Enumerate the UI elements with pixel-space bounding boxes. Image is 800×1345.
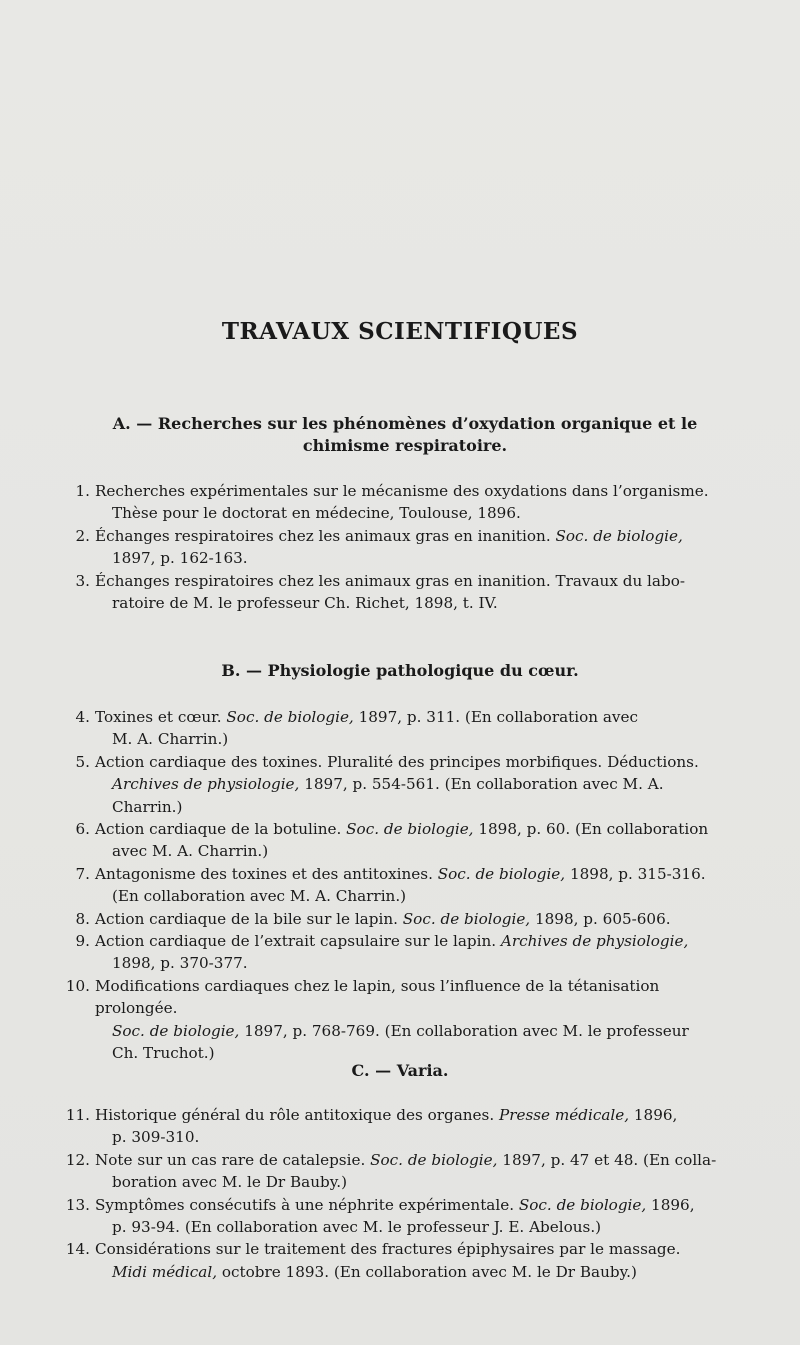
item-text: 1898, p. 315-316. (565, 864, 706, 883)
item-number: 8. (75, 909, 90, 928)
item-line: 1898, p. 370-377. (112, 954, 248, 973)
list-item (62, 1104, 734, 1149)
journal-name: Midi médical, (112, 1262, 218, 1281)
section-c-list (62, 1104, 734, 1283)
item-text: Action cardiaque de la bile sur le lapin. (95, 909, 403, 928)
item-number: 9. (75, 932, 90, 951)
list-item (62, 480, 734, 525)
item-number: 7. (75, 864, 90, 883)
item-line: Ch. Truchot.) (112, 1044, 215, 1063)
item-number: 12. (65, 1150, 90, 1169)
list-item (62, 525, 734, 570)
section-a-heading-line2: chimisme respiratoire. (302, 436, 508, 455)
journal-name: Archives de physiologie, (112, 775, 300, 794)
section-b-heading: B. — Physiologie pathologique du cœur. (221, 661, 579, 680)
journal-name: Presse médicale, (498, 1106, 630, 1124)
journal-name: Soc. de biologie, (226, 708, 354, 726)
journal-name: Soc. de biologie, (518, 1195, 647, 1214)
item-text: Toxines et cœur. (95, 708, 227, 726)
item-line: Action cardiaque des toxines. Pluralité des principes morbifiques. Déductions. (95, 752, 699, 771)
item-line: avec M. A. Charrin.) (112, 842, 269, 861)
item-text: Symptômes consécutifs à une néphrite expérimentale. (95, 1195, 519, 1214)
item-text: Antagonisme des toxines et des antitoxines. (95, 864, 438, 883)
journal-name: Soc. de biologie, (370, 1150, 498, 1169)
item-number: 6. (75, 820, 90, 839)
section-a-list (62, 480, 734, 614)
list-item (62, 706, 734, 751)
item-text: 1896, (646, 1195, 695, 1214)
item-line: boration avec M. le Dr Bauby.) (112, 1173, 348, 1192)
section-a-heading (60, 413, 750, 457)
item-number: 5. (75, 752, 90, 771)
item-text: Note sur un cas rare de catalepsie. (95, 1150, 371, 1169)
list-item (62, 751, 734, 818)
item-line: Thèse pour le doctorat en médecine, Toulouse, 1896. (112, 504, 521, 523)
item-number: 14. (65, 1240, 90, 1259)
item-line: (En collaboration avec M. A. Charrin.) (112, 887, 407, 906)
item-text: 1898, p. 605-606. (530, 909, 671, 928)
item-line: Considérations sur le traitement des fractures épiphysaires par le massage. (95, 1240, 681, 1259)
list-item (62, 570, 734, 615)
item-text: 1898, p. 60. (En collaboration (473, 820, 709, 839)
journal-name: Soc. de biologie, (402, 909, 531, 928)
page-title: TRAVAUX SCIENTIFIQUES (221, 318, 579, 345)
list-item (62, 975, 734, 1065)
item-number: 1. (75, 482, 90, 500)
list-item (62, 1194, 734, 1239)
item-line: Échanges respiratoires chez les animaux gras en inanition. Travaux du labo- (95, 571, 685, 590)
journal-name: Archives de physiologie, (500, 932, 689, 951)
section-b-list (62, 706, 734, 1065)
item-line: ratoire de M. le professeur Ch. Richet, 1898, t. IV. (112, 594, 498, 613)
item-text: Échanges respiratoires chez les animaux gras en inanition. (95, 526, 556, 545)
journal-name: Soc. de biologie, (437, 864, 566, 883)
list-item (62, 1238, 734, 1283)
item-line: p. 93-94. (En collaboration avec M. le professeur J. E. Abelous.) (112, 1218, 602, 1237)
list-item (62, 930, 734, 975)
item-number: 11. (65, 1106, 90, 1124)
item-number: 13. (65, 1195, 90, 1214)
section-c-heading: C. — Varia. (351, 1061, 449, 1080)
item-text: Historique général du rôle antitoxique des organes. (95, 1106, 499, 1124)
item-text: octobre 1893. (En collaboration avec M. le Dr Bauby.) (217, 1262, 637, 1281)
item-line: Modifications cardiaques chez le lapin, sous l’influence de la tétanisation prolongée. (95, 976, 660, 1018)
journal-name: Soc. de biologie, (346, 820, 474, 839)
item-number: 4. (75, 708, 90, 726)
list-item (62, 1149, 734, 1194)
item-text: Action cardiaque de l’extrait capsulaire sur le lapin. (95, 932, 501, 951)
item-text: 1896, (629, 1106, 678, 1124)
item-text: Action cardiaque de la botuline. (95, 820, 347, 839)
item-line: M. A. Charrin.) (112, 730, 229, 749)
item-line: 1897, p. 162-163. (112, 549, 248, 568)
item-line: p. 309-310. (112, 1128, 200, 1147)
item-text: 1897, p. 311. (En collaboration avec (353, 708, 638, 726)
list-item (62, 818, 734, 863)
item-number: 3. (75, 571, 90, 590)
item-text: 1897, p. 768-769. (En collaboration avec M. le professeur (239, 1021, 689, 1040)
list-item (62, 863, 734, 908)
item-number: 10. (65, 976, 90, 995)
journal-name: Soc. de biologie, (555, 526, 683, 545)
list-item (62, 908, 734, 930)
item-text: 1897, p. 554-561. (En collaboration avec M. A. Charrin.) (112, 775, 664, 816)
item-text: 1897, p. 47 et 48. (En colla- (497, 1150, 717, 1169)
journal-name: Soc. de biologie, (112, 1021, 240, 1040)
item-number: 2. (75, 526, 90, 545)
section-a-heading-line1: A. — Recherches sur les phénomènes d’oxydation organique et le (112, 414, 698, 433)
item-line: Recherches expérimentales sur le mécanisme des oxydations dans l’organisme. (95, 482, 709, 500)
